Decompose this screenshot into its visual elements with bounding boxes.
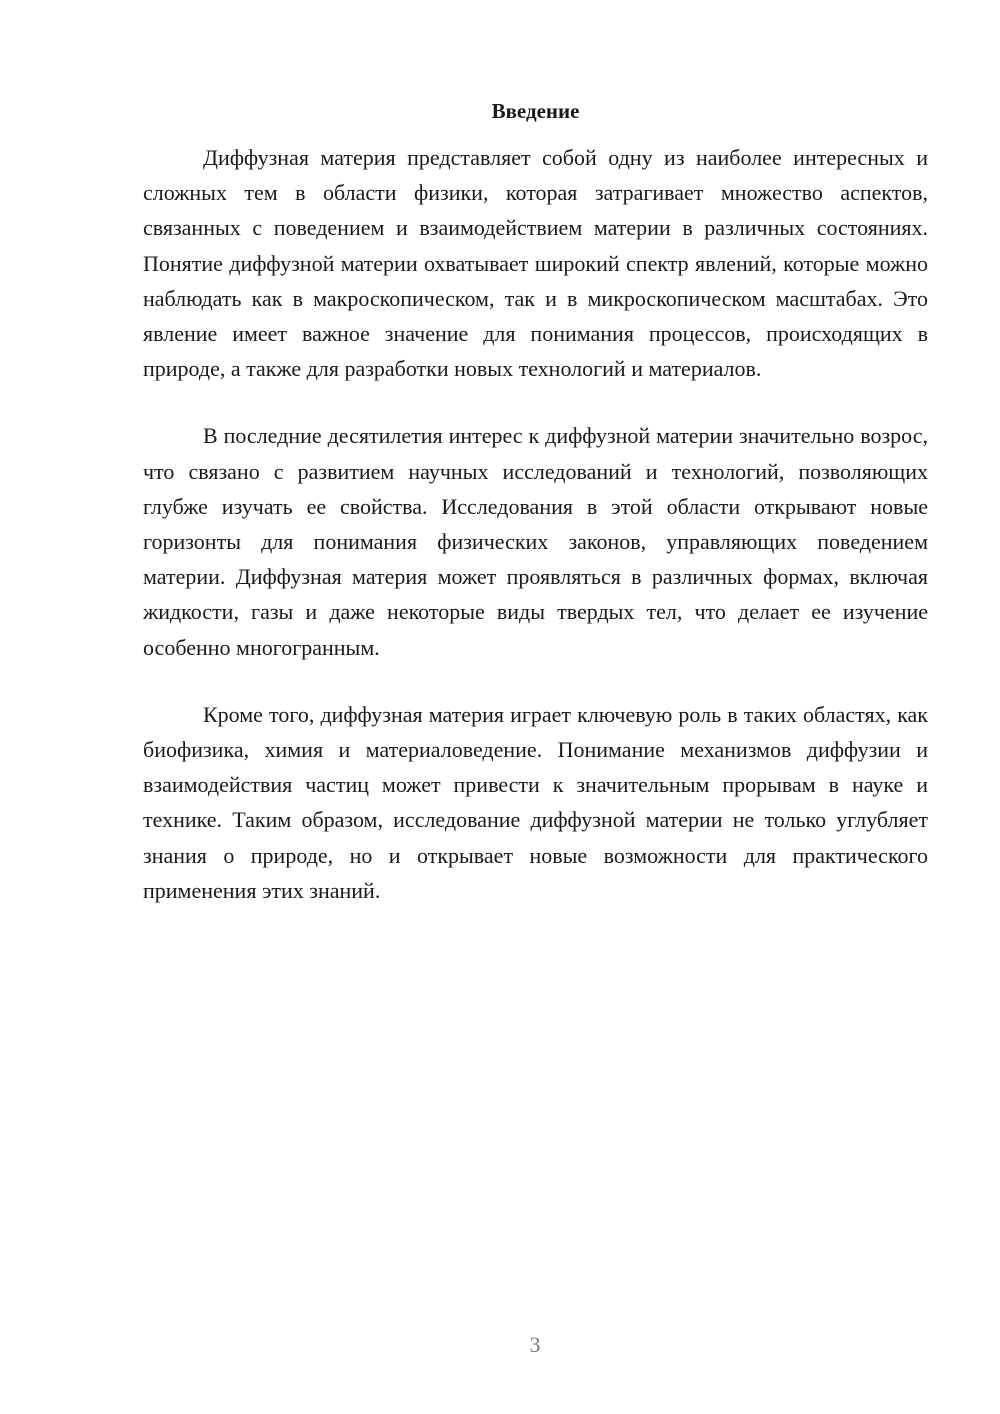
page-content xyxy=(143,94,928,940)
section-heading: Введение xyxy=(491,99,580,123)
paragraph-3: Кроме того, диффузная материя играет ключевую роль в таких областях, как биофизика, химия и материаловедение. Понимание механизмов диффузии и взаимодействия частиц может привести к значительным прорывам в науке и технике. Таким образом, исследование диффузной материи не только углубляет знания о природе, но и открывает новые возможности для практического применения этих знаний. xyxy=(143,701,928,903)
paragraph-1: Диффузная материя представляет собой одну из наиболее интересных и сложных тем в области физики, которая затрагивает множество аспектов, связанных с поведением и взаимодействием материи в различных состояниях. Понятие диффузной материи охватывает широкий спектр явлений, которые можно наблюдать как в макроскопическом, так и в микроскопическом масштабах. Это явление имеет важное значение для понимания процессов, происходящих в природе, а также для разработки новых технологий и материалов. xyxy=(143,145,928,382)
page-number: 3 xyxy=(529,1332,541,1357)
paragraph-2: В последние десятилетия интерес к диффузной материи значительно возрос, что связано с развитием научных исследований и технологий, позволяющих глубже изучать ее свойства. Исследования в этой области открывают новые горизонты для понимания физических законов, управляющих поведением материи. Диффузная материя может проявляться в различных формах, включая жидкости, газы и даже некоторые виды твердых тел, что делает ее изучение особенно многогранным. xyxy=(143,423,928,660)
